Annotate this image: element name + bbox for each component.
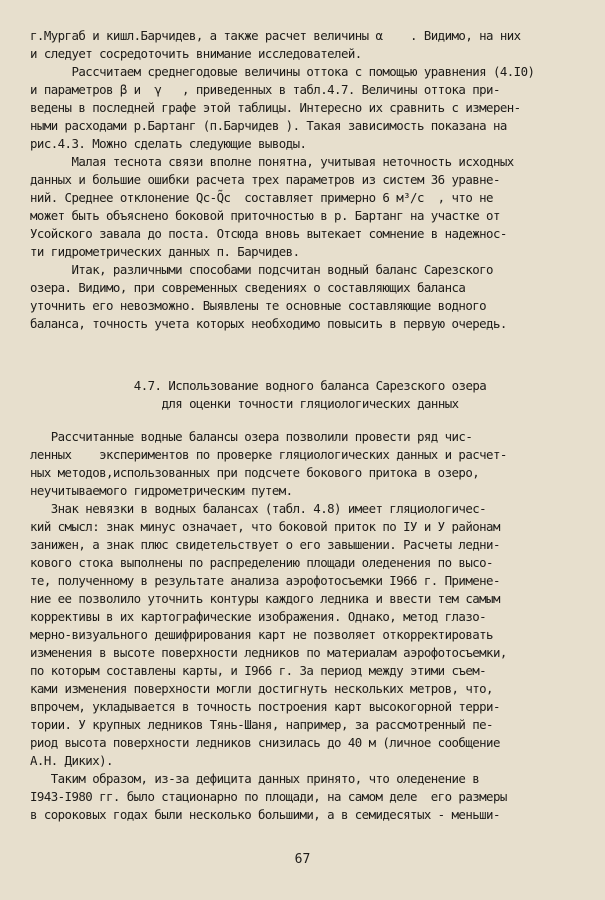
paragraph-7 bbox=[30, 770, 590, 824]
text-line: ными расходами р.Бартанг (п.Барчидев ). Такая зависимость показана на bbox=[30, 118, 507, 133]
text-line: в сороковых годах были несколько большими, а в семидесятых - меньши- bbox=[30, 807, 500, 822]
section-heading-line-2: для оценки точности гляциологических данных bbox=[161, 396, 459, 411]
text-line: ных методов,использованных при подсчете бокового притока в озеро, bbox=[30, 465, 480, 480]
text-line: те, полученному в результате анализа аэрофотосъемки I966 г. Примене- bbox=[30, 573, 500, 588]
section-heading-line-1: 4.7. Использование водного баланса Сарезского озера bbox=[133, 378, 487, 393]
text-line: ти гидрометрических данных п. Барчидев. bbox=[30, 244, 300, 259]
text-line: уточнить его невозможно. Выявлены те основные составляющие водного bbox=[30, 298, 487, 313]
text-line: кового стока выполнены по распределению площади оледенения по высо- bbox=[30, 555, 493, 570]
body-text-top bbox=[30, 27, 590, 333]
paragraph-6 bbox=[30, 500, 590, 770]
paragraph-2 bbox=[30, 63, 590, 153]
text-line: и следует сосредоточить внимание исследователей. bbox=[30, 46, 362, 61]
text-line: баланса, точность учета которых необходимо повысить в первую очередь. bbox=[30, 316, 507, 331]
text-line: ние ее позволило уточнить контуры каждого ледника и ввести тем самым bbox=[30, 591, 500, 606]
text-line: ний. Среднее отклонение Qс-Q̃с составляет примерно 6 м³/с , что не bbox=[30, 190, 493, 205]
text-line: Малая теснота связи вполне понятна, учитывая неточность исходных bbox=[30, 154, 514, 169]
text-line: Итак, различными способами подсчитан водный баланс Сарезского bbox=[30, 262, 493, 277]
text-line: впрочем, укладывается в точность построения карт высокогорной терри- bbox=[30, 699, 500, 714]
text-line: г.Мургаб и кишл.Барчидев, а также расчет величины α . Видимо, на них bbox=[30, 28, 521, 43]
text-line: по которым составлены карты, и I966 г. За период между этими съем- bbox=[30, 663, 487, 678]
text-line: коррективы в их картографические изображения. Однако, метод глазо- bbox=[30, 609, 487, 624]
text-line: данных и большие ошибки расчета трех параметров из систем 36 уравне- bbox=[30, 172, 500, 187]
text-line: и параметров β и γ , приведенных в табл.4.7. Величины оттока при- bbox=[30, 82, 500, 97]
paragraph-4 bbox=[30, 261, 590, 333]
text-line: Знак невязки в водных балансах (табл. 4.8) имеет гляциологичес- bbox=[30, 501, 487, 516]
text-line: неучитываемого гидрометрическим путем. bbox=[30, 483, 293, 498]
text-line: кий смысл: знак минус означает, что боковой приток по IУ и У районам bbox=[30, 519, 500, 534]
text-line: А.Н. Диких). bbox=[30, 753, 113, 768]
page-number: 67 bbox=[294, 852, 311, 867]
text-line: ками изменения поверхности могли достигнуть нескольких метров, что, bbox=[30, 681, 493, 696]
text-line: I943-I980 гг. было стационарно по площади, на самом деле его размеры bbox=[30, 789, 507, 804]
paragraph-5 bbox=[30, 428, 590, 500]
text-line: изменения в высоте поверхности ледников по материалам аэрофотосъемки, bbox=[30, 645, 507, 660]
text-line: Таким образом, из-за дефицита данных принято, что оледенение в bbox=[30, 771, 480, 786]
text-line: может быть объяснено боковой приточностью в р. Бартанг на участке от bbox=[30, 208, 500, 223]
text-line: риод высота поверхности ледников снизилась до 40 м (личное сообщение bbox=[30, 735, 500, 750]
text-line: озера. Видимо, при современных сведениях о составляющих баланса bbox=[30, 280, 466, 295]
text-line: ведены в последней графе этой таблицы. Интересно их сравнить с измерен- bbox=[30, 100, 521, 115]
text-line: Рассчитанные водные балансы озера позволили провести ряд чис- bbox=[30, 429, 473, 444]
text-line: рис.4.3. Можно сделать следующие выводы. bbox=[30, 136, 307, 151]
text-line: мерно-визуального дешифрирования карт не позволяет откорректировать bbox=[30, 627, 493, 642]
body-text-bottom bbox=[30, 428, 590, 824]
text-line: ленных экспериментов по проверке гляциологических данных и расчет- bbox=[30, 447, 507, 462]
paragraph-3 bbox=[30, 153, 590, 261]
section-heading bbox=[30, 377, 590, 413]
paragraph-1 bbox=[30, 27, 590, 63]
text-line: Усойского завала до поста. Отсюда вновь вытекает сомнение в надежнос- bbox=[30, 226, 507, 241]
text-line: тории. У крупных ледников Тянь-Шаня, например, за рассмотренный пе- bbox=[30, 717, 493, 732]
text-line: Рассчитаем среднегодовые величины оттока с помощью уравнения (4.I0) bbox=[30, 64, 535, 79]
text-line: занижен, а знак плюс свидетельствует о его завышении. Расчеты ледни- bbox=[30, 537, 500, 552]
